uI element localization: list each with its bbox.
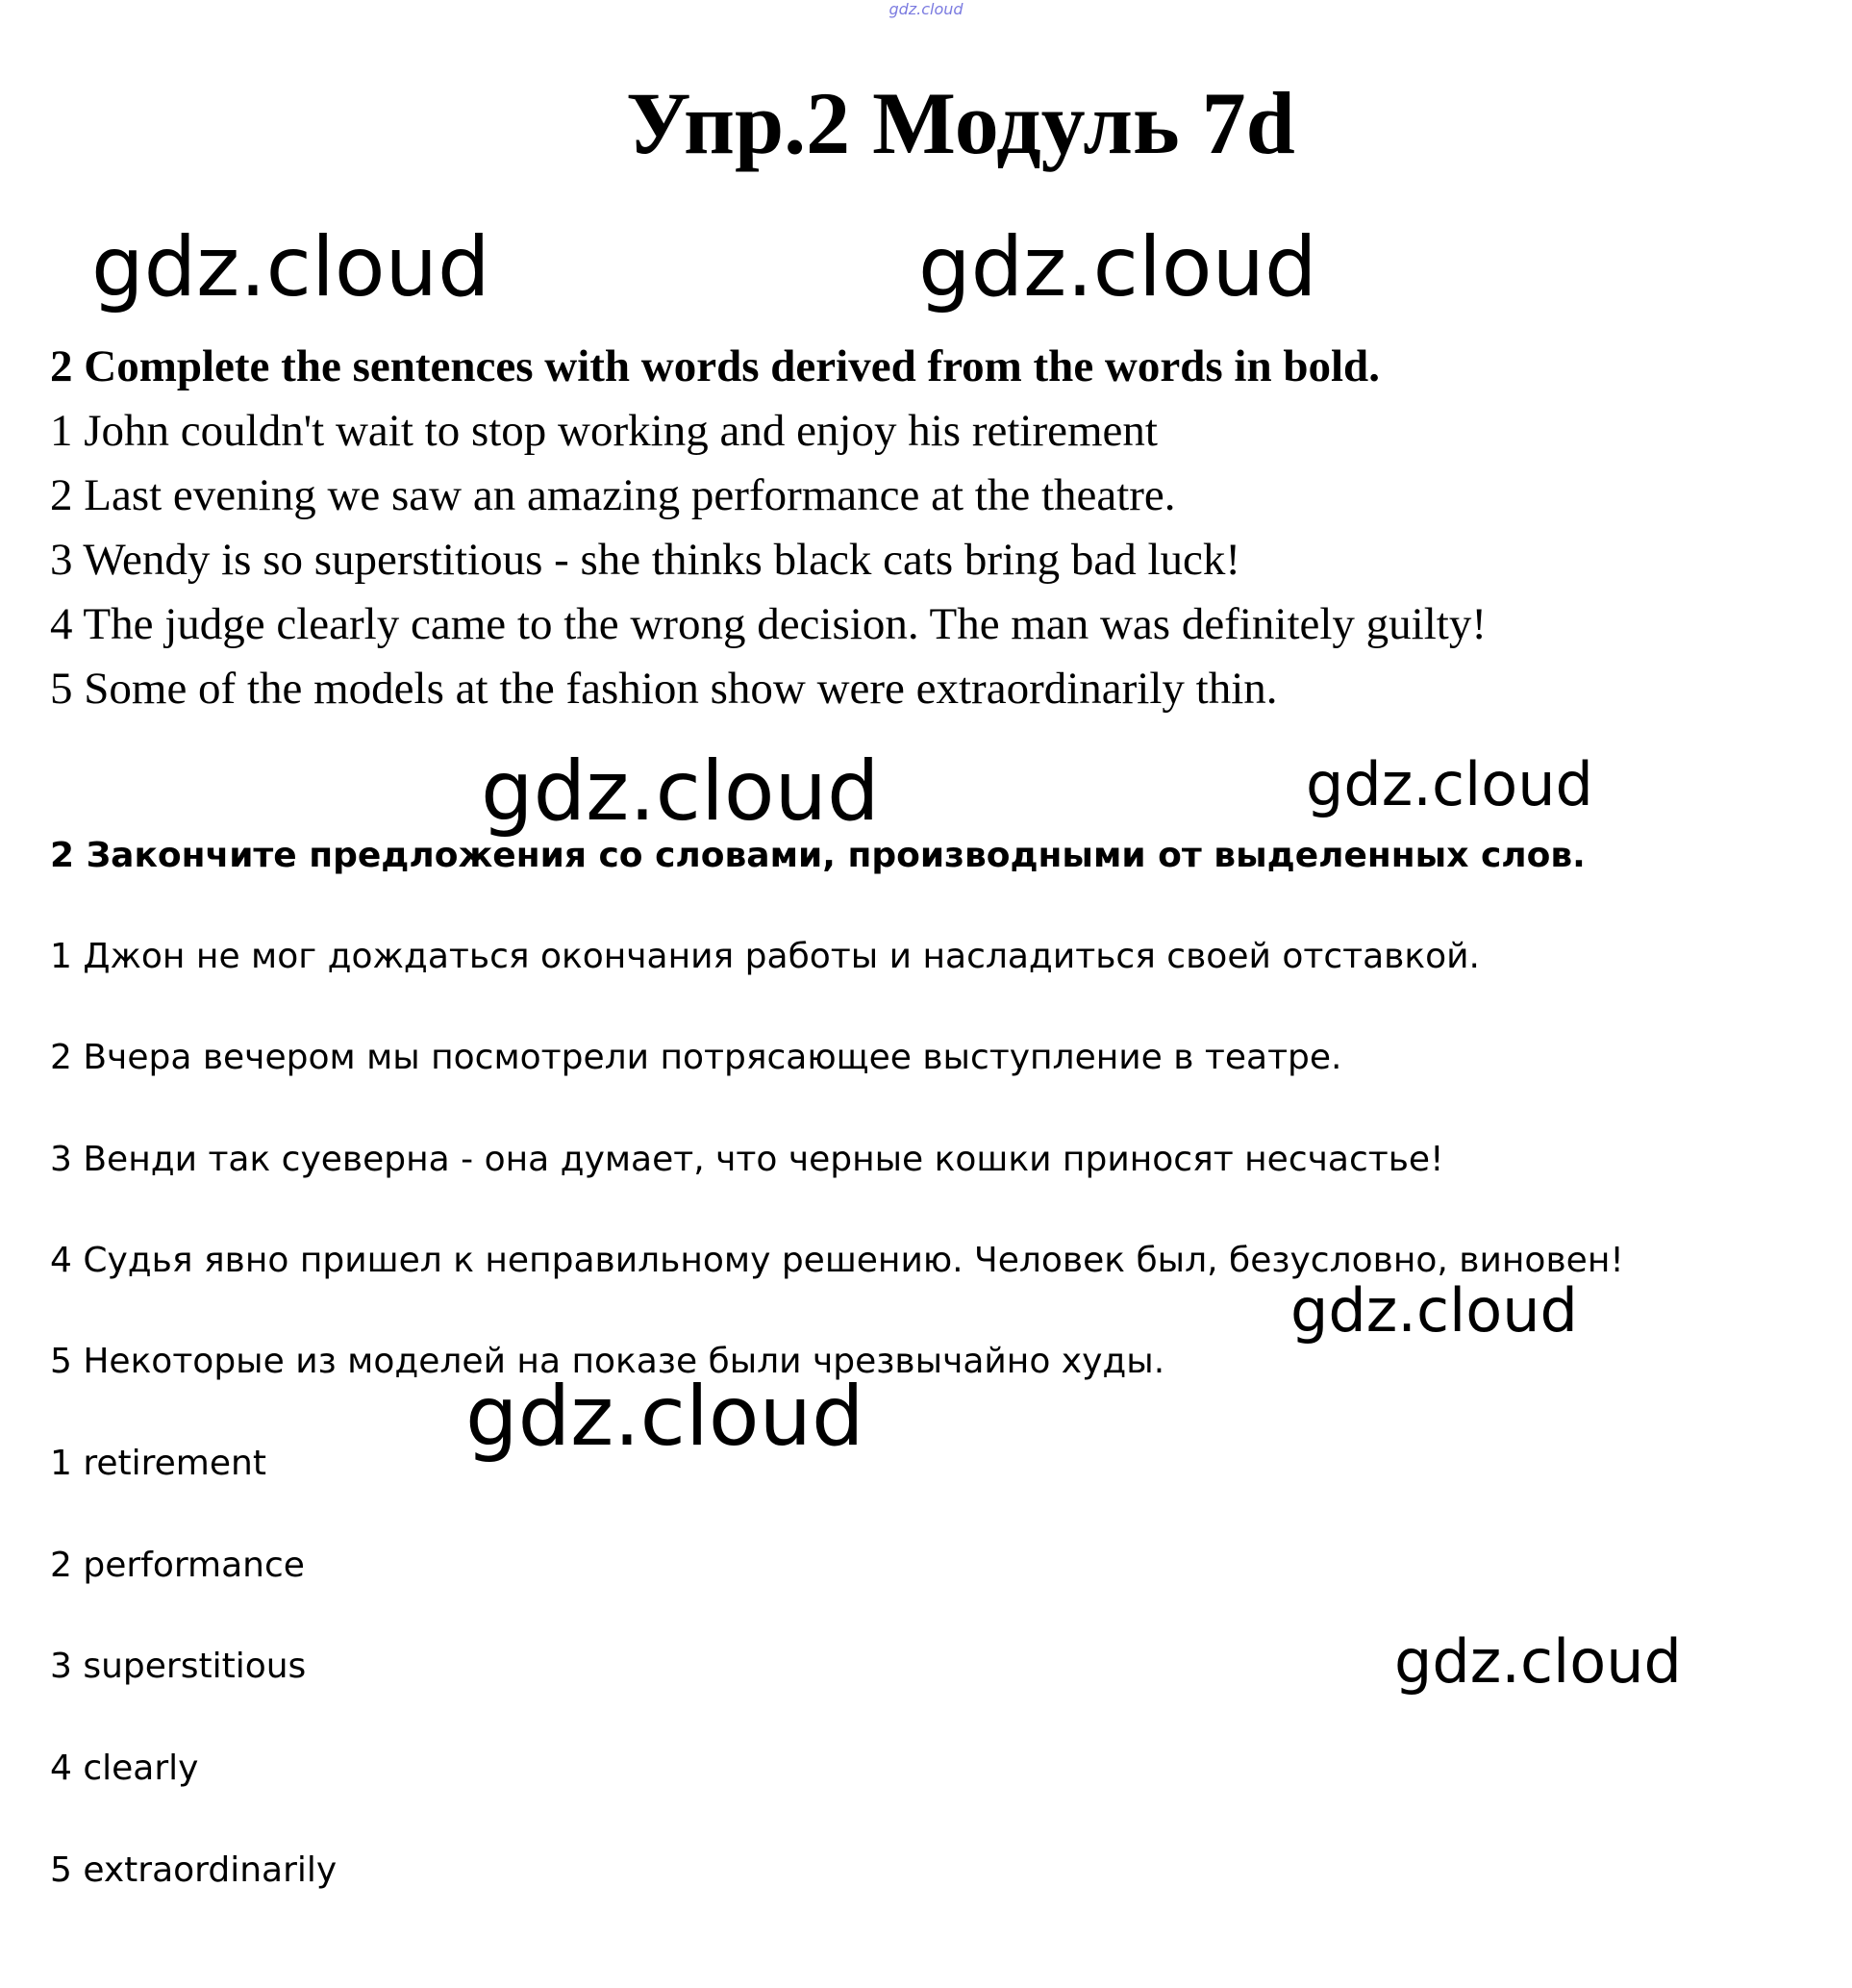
- watermark: gdz.cloud: [918, 219, 1317, 315]
- russian-sentence: 3 Венди так суеверна - она думает, что черные кошки приносят несчастье!: [50, 1140, 1444, 1179]
- watermark: gdz.cloud: [1394, 1626, 1682, 1697]
- russian-heading: 2 Закончите предложения со словами, производными от выделенных слов.: [50, 836, 1586, 875]
- english-sentence: 4 The judge clearly came to the wrong decision. The man was definitely guilty!: [50, 599, 1487, 649]
- top-watermark: gdz.cloud: [888, 0, 964, 18]
- russian-sentence: 1 Джон не мог дождаться окончания работы и насладиться своей отставкой.: [50, 937, 1480, 976]
- watermark: gdz.cloud: [91, 219, 490, 315]
- page-title: Упр.2 Модуль 7d: [626, 74, 1295, 172]
- answer-item: 1 retirement: [50, 1444, 266, 1483]
- russian-sentence: 2 Вчера вечером мы посмотрели потрясающее выступление в театре.: [50, 1038, 1342, 1077]
- russian-sentence: 4 Судья явно пришел к неправильному решению. Человек был, безусловно, виновен!: [50, 1241, 1624, 1280]
- watermark: gdz.cloud: [481, 743, 880, 840]
- answer-item: 3 superstitious: [50, 1647, 307, 1686]
- english-sentence: 5 Some of the models at the fashion show were extraordinarily thin.: [50, 664, 1278, 714]
- answer-item: 4 clearly: [50, 1749, 199, 1788]
- english-sentence: 1 John couldn't wait to stop working and enjoy his retirement: [50, 406, 1158, 456]
- answer-item: 2 performance: [50, 1546, 305, 1585]
- english-sentence: 2 Last evening we saw an amazing performance at the theatre.: [50, 470, 1176, 520]
- watermark: gdz.cloud: [1306, 749, 1593, 819]
- russian-sentence: 5 Некоторые из моделей на показе были чрезвычайно худы.: [50, 1342, 1165, 1381]
- watermark: gdz.cloud: [1290, 1275, 1578, 1346]
- english-heading: 2 Complete the sentences with words derived from the words in bold.: [50, 341, 1380, 391]
- watermark: gdz.cloud: [465, 1369, 864, 1465]
- english-sentence: 3 Wendy is so superstitious - she thinks black cats bring bad luck!: [50, 535, 1241, 585]
- answer-item: 5 extraordinarily: [50, 1850, 338, 1890]
